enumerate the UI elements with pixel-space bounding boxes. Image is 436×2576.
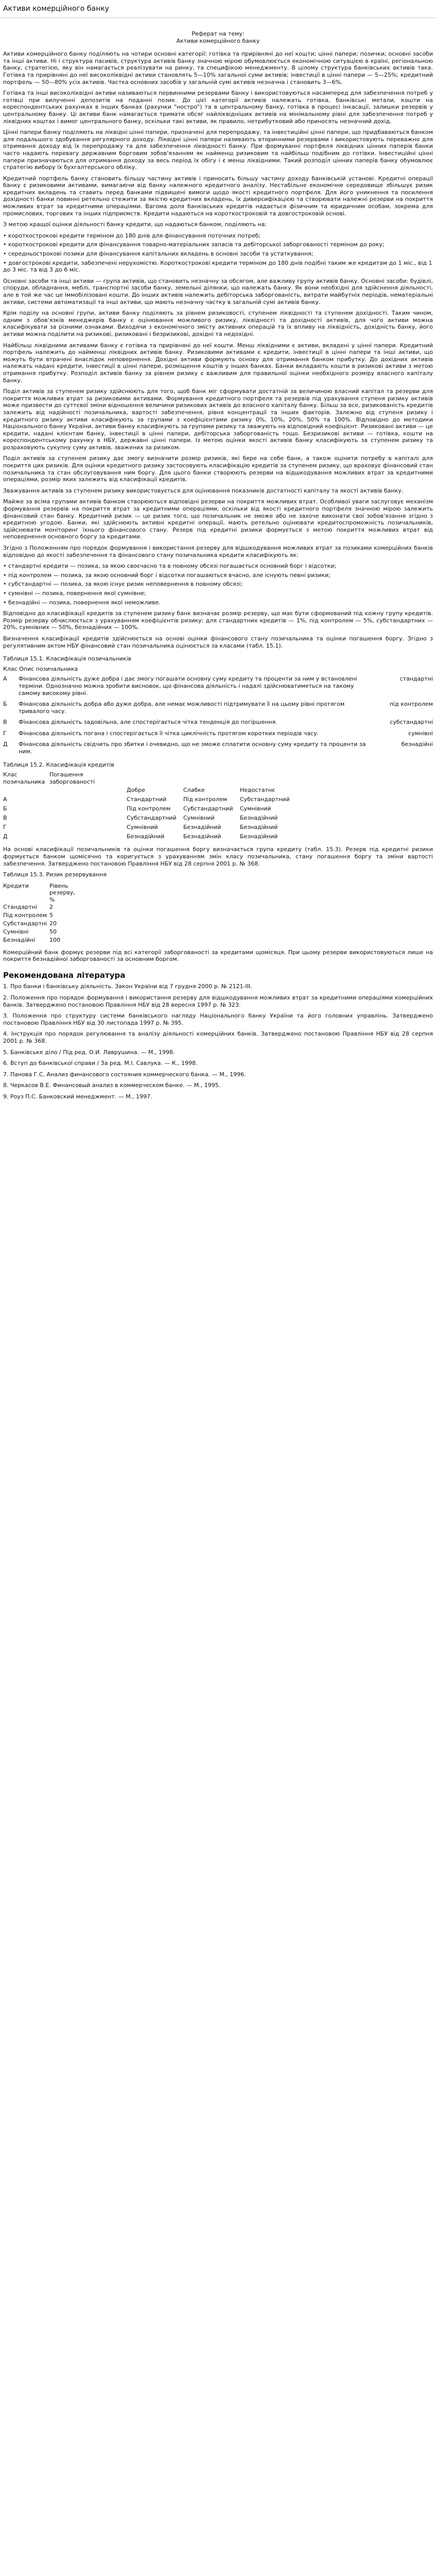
paragraph: Основні засоби та інші активи — група активів, що становить незначну за обсягом, але важливу групу активів банку. Основні засоби: будівлі, споруди, обладнання, меблі, транспортні засоби банку, земельні ділянки, що належать банку. Як вони необхідні для здійснення діяльності, але в той же час це іммобілізовані кошти. До інших активів належить дебіторська заборгованість, витрати майбутніх періодів, нематеріальні активи, системи автоматизації та інші активи, що мають незначну частку в загальній сумі активів банку. [3,277,433,306]
table-subheader-row [3,785,433,794]
paragraph: На основі класифікації позичальників та оцінки погашення боргу визначається група кредиту (табл. 15.3). Резерв під кредитні ризики формується банком щомісячно та коригується з урахуванням змін класу позичальника, стану погашення боргу та зміни вартості забезпечення. Затверджено постановою Правління НБУ від 28 серпня 2001 р. № 368. [3,846,433,867]
table-cell: Б [3,805,7,812]
literature-item: 1. Про банки і банківську діяльність. Закон України від 7 грудня 2000 р. № 2121-III. [3,983,252,990]
bullets-group-1 [3,232,433,274]
table-row [3,912,75,920]
paragraphs-group-3 [3,610,433,649]
bullet-item: • довгострокові кредити, забезпечені нерухомістю. Короткострокові кредити терміном до 180 днів подібні таким же кредитам до 1 міс., від 1 до 3 міс. та від 3 до 6 міс. [3,259,432,274]
table-header-row [3,771,433,785]
table-subheader-cell: Слабке [183,786,205,793]
table-cell: Безнадійний [240,823,278,831]
bullet-item: • короткострокові кредити для фінансування товарно-матеріальних запасів та дебіторської заборгованості терміном до року; [3,241,385,248]
class-letter: Д [3,741,8,748]
page-title-bar [0,0,436,18]
literature-item: 6. Вступ до банківської справи / За ред. М.І. Савлука. — К., 1998. [3,1060,198,1067]
table-cell: В [3,814,7,821]
table-cell: Безнадійний [183,833,221,840]
paragraph: Зважування активів за ступенем ризику використовується для оцінювання показників достатності капіталу та якості активів банку. [3,487,404,494]
bullet-item: • стандартні кредити — позика, за якою своєчасно та в повному обсязі погашається основний борг і відсотки; [3,563,337,570]
literature-item: 8. Черкасов В.Е. Финансовый анализ в коммерческом банке. — М., 1995. [3,1082,221,1089]
class-letter: А [3,675,7,683]
literature-item: 9. Роуз П.С. Банковский менеджмент. — М., 1997. [3,1093,152,1100]
literature-item: 5. Банківське діло / Під ред. О.И. Лаврушина. — М., 1998. [3,1048,175,1056]
paragraph: Таблиця 15.3. Ризик резервування [3,871,107,878]
referat-topic: Активи комерційного банку [176,37,260,44]
paragraph: Активи комерційного банку поділяють на чотири основні категорії: готівка та прирівняні до неї кошти; цінні папери; позички; основні засоби та інші активи. Ні і структура пасивів, структура активів банку значною мірою обумовлюється економічною ситуацією в країні, регіональною банку, стратегією, яку він намагається реалізувати на ринку, та специфікою менеджменту. В цілому структура банківських активів така. Готівка та прирівняні до неї високоліквідні активи становлять 5—10% загальної суми активів; інвестиції в цінні папери — 5—25%; кредитний портфель — 50—80% усіх активів. Частка основних засобів у загальній сумі активів незначна і становить 3—6%. [3,50,433,86]
paragraph: Майже за всіма групами активів банком створюються відповідні резерви на покриття можливих втрат. Особливої уваги заслуговує механізм формування резервів на покриття втрат за кредитними операціями, оскільки від якості кредитного портфеля значною мірою залежить фінансовий стан банку. Кредитний ризик — це ризик того, що позичальник не зможе або не захоче виконати свої зобов'язання згідно з кредитною угодою. Банки, які здійснюють активні кредитні операції, мають ретельно оцінювати кредитоспроможність позичальників, здійснювати моніторинг їхнього фінансового стану. Резерв під кредитні ризики формується з метою покриття можливих втрат від неповернення основного боргу за кредитами. [3,498,433,540]
class-description: Фінансова діяльність добра або дуже добра, але немає можливості підтримувати її на цьому рівні протягом тривалого часу. [19,701,345,715]
table-cell: Безнадійний [183,823,221,831]
classification-table [3,675,433,755]
table-subheader-cell: Добре [127,786,145,793]
table-row [3,794,433,804]
bullet-item: • сумнівні — позика, повернення якої сумнівне; [3,589,146,597]
table-cell: Безнадійні [3,936,36,943]
table-header-cell: Рівень резерву, % [49,882,75,903]
table-cell: Сумнівні [3,928,29,935]
class-category: стандартні [399,675,433,683]
bullet-item: • безнадійні — позика, повернення якої неможливе. [3,599,161,606]
table1-header [3,666,433,673]
class-category: субстандартні [390,719,433,726]
table-cell: Субстандартні [3,920,47,927]
class-letter: В [3,719,7,726]
table-cell: Субстандартний [240,795,290,803]
table-row [3,730,433,737]
bullets-group-2 [3,563,433,606]
class-description: Фінансова діяльність задовільна, але спостерігається чітка тенденція до погіршення. [19,719,277,726]
page [0,0,436,1125]
table-cell: Сумнівний [183,814,215,821]
table-cell: 5 [49,911,53,919]
referat-label: Реферат на тему: [191,30,245,37]
table-header-cell: Клас позичальника [3,771,45,785]
table-row [3,804,433,813]
table-cell: 20 [49,920,57,927]
reserve-table [3,883,75,945]
table-header-row [3,883,75,904]
credit-class-table [3,771,433,841]
class-category: сумнівні [408,730,433,737]
table-row [3,928,75,937]
literature-title: Рекомендована література [3,970,126,980]
table-cell: Субстандартний [127,814,177,821]
class-description: Фінансова діяльність погана і спостерігається її чітка циклічність протягом коротких періодів часу. [19,730,319,737]
table2-caption: Таблиця 15.2. Класифікація кредитів [3,761,114,768]
literature-list [3,983,433,1100]
paragraph: Найбільш ліквідними активами банку є готівка та прирівняні до неї кошти. Менш ліквідними є активи, вкладені у цінні папери. Кредитний портфель належить до найменш ліквідних активів банку. Ризиковими активами є кредити, інвестиції в цінні папери та інші активи, що можуть бути втрачені внаслідок неповернення. Дохідні активи формують основу для отримання банком прибутку. До дохідних активів належать надані кредити, інвестиції в цінні папери, розміщення коштів у інших банках. Банки вкладають кошти в ризикові активи з метою отримання прибутку. Розподіл активів банку за рівнем ризику є важливим для правильної оцінки необхідного розміру власного капіталу банку. [3,342,433,384]
table1-header-num: Клас [3,665,18,672]
table-cell: Безнадійний [240,814,278,821]
table-subheader-cell: Недостатнє [240,786,275,793]
paragraph: Кредитний портфель банку становить більшу частину активів і приносить більшу частину доходу банківській установі. Кредитні операції банку є ризиковими активами, вимагаючи від банку належного кредитного аналізу. Нестабільне економічне середовище збільшує ризик кредитних вкладень та ставить перед банками підвищені вимоги щодо якості кредитного портфеля. Для його уникнення та посилення дохідності банки повинні ретельно стежити за якістю кредитних вкладень, їх диверсифікацією та створювати належні резерви на покриття можливих втрат за кредитними операціями. Вагома доля банківських кредитів надається фізичним та юридичним особам, зокрема для промислових, торгових та інших підприємств. Кредити надаються на короткостроковій та довгостроковій основі. [3,175,433,217]
table-row [3,741,433,755]
bullet-item: • середньострокові позики для фінансування капітальних вкладень в основні засоби та устаткування; [3,250,313,258]
table-cell: Субстандартний [183,805,233,812]
table-row [3,822,433,832]
class-letter: Г [3,730,7,737]
paragraph: З метою кращої оцінки діяльності банку кредити, що надаються банком, поділяють на: [3,221,267,228]
paragraphs-group-4 [3,846,433,878]
paragraph: Відповідно до класифікації кредитів за ступенем ризику банк визначає розмір резерву, що має бути сформований під кожну групу кредитів. Розмір резерву обчислюється з урахуванням коефіцієнтів ризику: для стандартних кредитів — 1%, під контролем — 5%, субстандартних — 20%, сумнівних — 50%, безнадійних — 100%. [3,610,433,631]
table1-caption: Таблиця 15.1. Класифікація позичальників [3,655,131,663]
literature-item: 2. Положення про порядок формування і використання резерву для відшкодування можливих втрат за кредитними операціями комерційних банків. Затверджено постановою Правління НБУ від 28 вересня 1997 р. № 323. [3,994,433,1008]
table-cell: А [3,795,7,803]
class-category: під контролем [389,701,433,708]
paragraphs-group-1 [3,50,433,228]
class-letter: Б [3,701,7,708]
table-cell: 2 [49,903,53,910]
table-cell: Під контролем [183,795,228,803]
table-row [3,832,433,841]
paragraph: Визначення класифікації кредитів здійснюється на основі оцінки фінансового стану позичальника та оцінки погашення боргу. Згідно з регулятивним актом НБУ фінансовий стан позичальника оцінюється за класами (табл. 15.1). [3,635,433,649]
literature-item: 4. Інструкція про порядок регулювання та аналізу діяльності комерційних банків. Затверджено постановою Правління НБУ від 28 серпня 2001 р. № 368. [3,1030,433,1044]
paragraph: Поділ активів за ступенем ризику дає змогу визначити розмір ризиків, які бере на себе банк, а також оцінити потребу в капіталі для покриття цих ризиків. Для оцінки кредитного ризику застосовують класифікацію кредитів за ступенем ризику, що враховує фінансовий стан позичальника та стан обслуговування ним боргу. Для цього банки створюють резерви на відшкодування можливих втрат за кредитними операціями, розмір яких залежить від класифікації кредитів. [3,455,433,483]
table-row [3,675,433,697]
class-description: Фінансова діяльність дуже добра і дає змогу погашати основну суму кредиту та проценти за ним у встановлені терміни. Однозначно можна зробити висновок, що фінансова діяльність і надалі здійснюватиметься на такому самому високому рівні. [19,675,357,697]
literature-item: 3. Положення про структуру системи банківського нагляду Національного банку України та його головних управлінь. Затверджено постановою Правління НБУ від 30 листопада 1997 р. № 395. [3,1012,433,1026]
table-cell: Сумнівний [127,823,158,831]
table-row [3,937,75,945]
table-row [3,719,433,726]
paragraphs-group-2 [3,278,433,558]
document-body [0,18,436,1125]
table-header-cell: Кредити [3,882,29,889]
table-cell: Сумнівний [240,805,271,812]
bullet-item: • під контролем — позика, за якою основний борг і відсотки погашаються вчасно, але існують певні ризики; [3,571,330,579]
paragraph: Готівка та інші високоліквідні активи називаються первинними резервами банку і використовуються насамперед для забезпечення потреб у готівці при вилученні депозитів на поданні позик. До цієї категорії активів належать готівка, банківські метали, кошти на кореспондентських рахунках в інших банках (рахунки "ностро") та в центральному банку, готівка в процесі інкасації, залишки резервів у центральному банку. Ці активи банк намагається тримати обсяг найліквідніших активів на мінімальному рівні для забезпечення потреб у ліквідних коштах і вимог центрального банку, оскільки такі активи, як правило, нетрибутковий або приносять незначний дохід. [3,90,433,125]
page-title: Активи комерційного банку [3,5,109,13]
table-row [3,904,75,912]
table-cell: Стандартний [127,795,167,803]
paragraph: Поділ активів за ступенем ризику здійснюють для того, щоб банк міг сформувати достатній за величиною власний капітал та резерви для покриття можливих втрат за ризиковими активами. Формування кредитного портфеля та резервів під урахування ступеня ризику активів може призвести до суттєвої зміни відношення величини ризикових активів до власного капіталу банку. Більш за все, ризикованість кредитів залежить від надійності позичальника, вартості забезпечення, рівня концентрації та інших факторів. Залежно від ступеня ризику і кредитного ризику активи класифікують за групами з коефіцієнтами ризику 0%, 10%, 20%, 50% та 100%. Відповідно до методики Національного банку України, активи банку класифікують за групами ризику та зважують на відповідний коефіцієнт. Ризиковані активи — це кредити, надані клієнтам банку, інвестиції в цінні папери, дебіторська заборгованість тощо. Безризикові активи — готівка, кошти на кореспондентському рахунку в НБУ, державні цінні папери. Із метою оцінки якості активів банку класифікують за ступенем ризику та розраховують сукупну суму активів, зважених за ризиком. [3,388,433,451]
table-row [3,920,75,928]
bullet-item: • короткострокові кредити терміном до 180 днів для фінансування поточних потреб; [3,232,261,239]
paragraph: Комерційний банк формує резерви під всі категорії заборгованості за кредитами щомісяця. При цьому резерви використовуються лише на покриття безнадійної заборгованості за основним боргом. [3,948,433,963]
table-cell: Безнадійний [240,833,278,840]
paragraphs-group-5 [3,949,433,963]
literature-item: 7. Панова Г.С. Анализ финансового состояния коммерческого банка. — М., 1996. [3,1071,246,1078]
paragraph: Цінні папери банку поділяють на ліквідні цінні папери, призначені для перепродажу, та інвестиційні цінні папери, що придбаваються банком для подальшого здобування регулярного доходу. Ліквідні цінні папери називають вторинними резервами і використовують переважно для отримання доходу від їх перепродажу та для забезпечення ліквідності банку. При формуванні портфеля ліквідних цінних паперів банки часто надають перевагу державним борговим зобов'язанням як найменш ризиковим та найбільш подібним до готівки. Інвестиційні цінні папери призначаються для отримання доходу за весь період їх обігу і є менш ліквідними. Такий розподіл цінних паперів банку обумовлює стратегію вибору їх бухгалтерського обліку. [3,129,433,171]
table-row [3,701,433,715]
table1-header-desc: Опис позичальника [19,665,78,672]
table-cell: Стандартні [3,903,38,910]
bullet-item: • субстандартні — позика, за якою існує ризик неповернення в повному обсязі; [3,581,243,588]
table-cell: Д [3,833,8,840]
table-cell: 50 [49,928,57,935]
class-description: Фінансова діяльність свідчить про збитки і очевидно, що не зможе сплатити основну суму кредиту та проценти за ним. [19,741,366,755]
paragraph: Крім поділу на основні групи, активи банку поділяють за рівнем ризиковості, ступенем ліквідності та ступенем дохідності. Таким чином, одним з обов'язків менеджерів банку є оцінювання можливого ризику, ліквідності та дохідності активів, для чого активи можна класифікувати за різними ознаками. Виходячи з економічного змісту активних операцій та їх впливу на ліквідність, дохідність банку, його активи можна поділити на ризикові, ризиковані і безризикові, дохідні та недохідні. [3,310,433,337]
table-cell: Під контролем [127,805,171,812]
table-cell: Безнадійний [127,833,165,840]
class-category: безнадійні [401,741,433,748]
table-cell: Г [3,823,7,831]
table-cell: 100 [49,936,60,943]
table-cell: Під контролем [3,911,47,919]
table-row [3,813,433,822]
table-header-cell: Погашення заборгованості [49,771,95,785]
paragraph: Згідно з Положенням про порядок формування і використання резерву для відшкодування можливих втрат за позиками комерційних банків відповідно до якості забезпечення та фінансового стану позичальника кредити класифікують як: [3,545,433,558]
